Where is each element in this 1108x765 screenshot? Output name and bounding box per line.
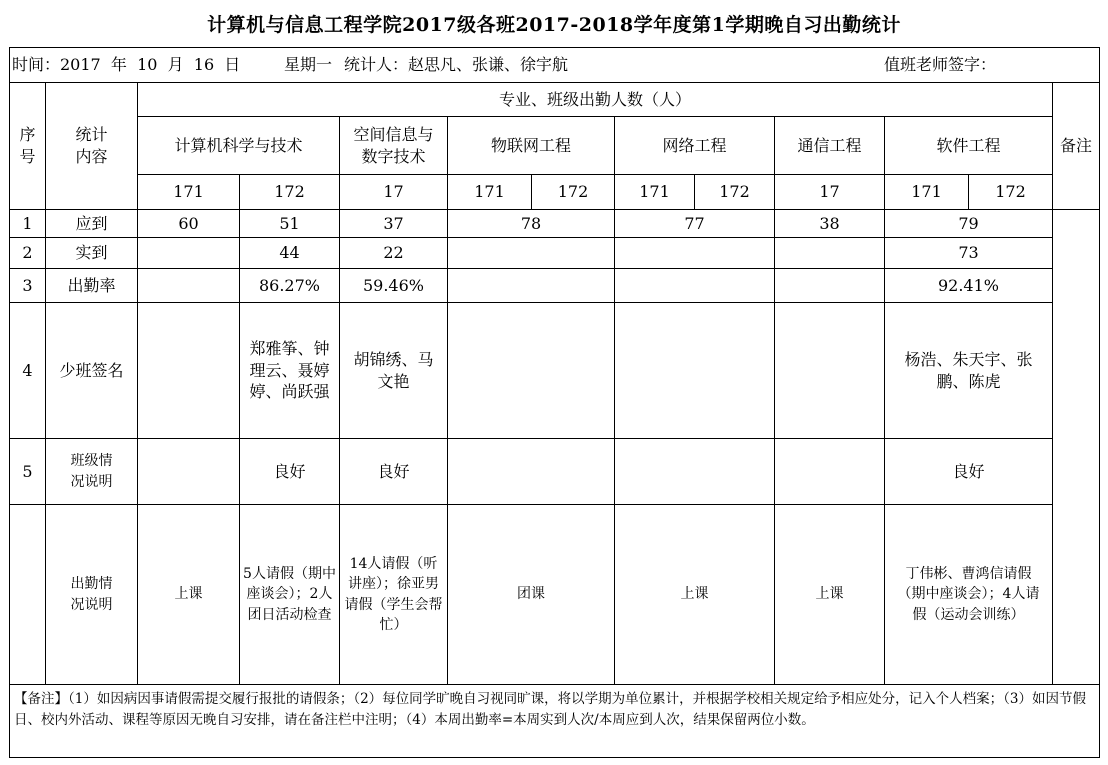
cell-value: 团课 [448, 505, 615, 685]
major-comm: 通信工程 [775, 117, 885, 175]
table-row [10, 505, 1100, 685]
cell-value: 60 [138, 210, 240, 238]
info-row [10, 48, 1100, 83]
cell-value: 51 [240, 210, 340, 238]
header-row-classes [10, 175, 1100, 210]
cell-value: 37 [340, 210, 448, 238]
cell-value [138, 238, 240, 269]
major-spatial-label: 空间信息与数字技术 [353, 124, 434, 166]
major-software: 软件工程 [885, 117, 1053, 175]
stat-content-header: 统计 内容 [46, 83, 138, 210]
cell-value [448, 269, 615, 303]
row-label: 实到 [46, 238, 138, 269]
cell-value [138, 439, 240, 505]
cell-value: 良好 [885, 439, 1053, 505]
row-number: 5 [10, 439, 46, 505]
attendance-table [9, 47, 1100, 758]
header-row-majors [10, 117, 1100, 175]
row-number: 1 [10, 210, 46, 238]
cell-value: 上课 [775, 505, 885, 685]
cell-value [615, 269, 775, 303]
note-row [10, 685, 1100, 758]
counters-text: 统计人：赵思凡、张谦、徐宇航 [344, 55, 569, 75]
cell-value: 78 [448, 210, 615, 238]
class-header: 171 [615, 175, 695, 210]
cell-value [775, 439, 885, 505]
cell-value: 良好 [340, 439, 448, 505]
group-header: 专业、班级出勤人数（人） [138, 83, 1053, 117]
cell-value [138, 269, 240, 303]
class-header: 171 [448, 175, 532, 210]
cell-value [615, 303, 775, 439]
signature-cell: 杨浩、朱天宇、张鹏、陈虎 [885, 303, 1053, 439]
seq-header: 序号 [10, 83, 46, 210]
row-label: 应到 [46, 210, 138, 238]
class-header: 172 [695, 175, 775, 210]
class-header: 172 [240, 175, 340, 210]
remark-cell [1053, 210, 1100, 685]
cell-value: 5人请假（期中座谈会）；2人团日活动检查 [240, 505, 340, 685]
date-text: 时间：2017 年 10 月 16 日 [12, 55, 241, 75]
remark-header: 备注 [1053, 83, 1100, 210]
cell-value: 86.27% [240, 269, 340, 303]
cell-value [775, 269, 885, 303]
cell-value [615, 439, 775, 505]
row-number: 2 [10, 238, 46, 269]
table-row [10, 439, 1100, 505]
table-row [10, 269, 1100, 303]
row-label: 班级情况说明 [46, 439, 138, 505]
cell-value [775, 303, 885, 439]
table-row [10, 238, 1100, 269]
teacher-signature-label: 值班老师签字： [884, 55, 997, 75]
table-row [10, 210, 1100, 238]
class-header: 172 [532, 175, 615, 210]
major-network: 网络工程 [615, 117, 775, 175]
major-spatial [340, 117, 448, 175]
major-iot: 物联网工程 [448, 117, 615, 175]
row-number: 4 [10, 303, 46, 439]
cell-value: 14人请假（听讲座）；徐亚男请假（学生会帮忙） [340, 505, 448, 685]
cell-value: 丁伟彬、曹鸿信请假（期中座谈会）；4人请假（运动会训练） [885, 505, 1053, 685]
cell-value: 79 [885, 210, 1053, 238]
class-header: 171 [885, 175, 969, 210]
cell-value [448, 238, 615, 269]
class-header: 17 [775, 175, 885, 210]
header-row-group [10, 83, 1100, 117]
cell-value [615, 238, 775, 269]
cell-value: 上课 [138, 505, 240, 685]
cell-value: 59.46% [340, 269, 448, 303]
row-label: 出勤率 [46, 269, 138, 303]
major-cs: 计算机科学与技术 [138, 117, 340, 175]
class-header: 172 [969, 175, 1053, 210]
cell-value: 92.41% [885, 269, 1053, 303]
cell-value [775, 238, 885, 269]
page-title: 计算机与信息工程学院2017级各班2017-2018学年度第1学期晚自习出勤统计 [207, 14, 901, 36]
cell-value: 良好 [240, 439, 340, 505]
cell-value: 44 [240, 238, 340, 269]
cell-value [448, 303, 615, 439]
cell-value: 77 [615, 210, 775, 238]
row-number: 3 [10, 269, 46, 303]
note-text: 【备注】（1）如因病因事请假需提交履行报批的请假条；（2）每位同学旷晚自习视同旷课，将以学期为单位累计，并根据学校相关规定给予相应处分，记入个人档案；（3）如因节假日、校内外活动、课程等原因无晚自习安排，请在备注栏中注明；（4）本周出勤率=本周实到人次/本周应到人次，结果保留两位小数。 [10, 685, 1100, 758]
cell-value: 上课 [615, 505, 775, 685]
class-header: 17 [340, 175, 448, 210]
row-label: 少班签名 [46, 303, 138, 439]
cell-value: 38 [775, 210, 885, 238]
cell-value [138, 303, 240, 439]
info-cell [10, 48, 1100, 83]
class-header: 171 [138, 175, 240, 210]
weekday-text: 星期一 [284, 55, 333, 75]
signature-cell: 胡锦绣、马文艳 [340, 303, 448, 439]
cell-value: 22 [340, 238, 448, 269]
cell-value [448, 439, 615, 505]
cell-value: 73 [885, 238, 1053, 269]
row-number [10, 505, 46, 685]
table-row [10, 303, 1100, 439]
row-label: 出勤情况说明 [46, 505, 138, 685]
signature-cell: 郑雅筝、钟理云、聂婷婷、尚跃强 [240, 303, 340, 439]
